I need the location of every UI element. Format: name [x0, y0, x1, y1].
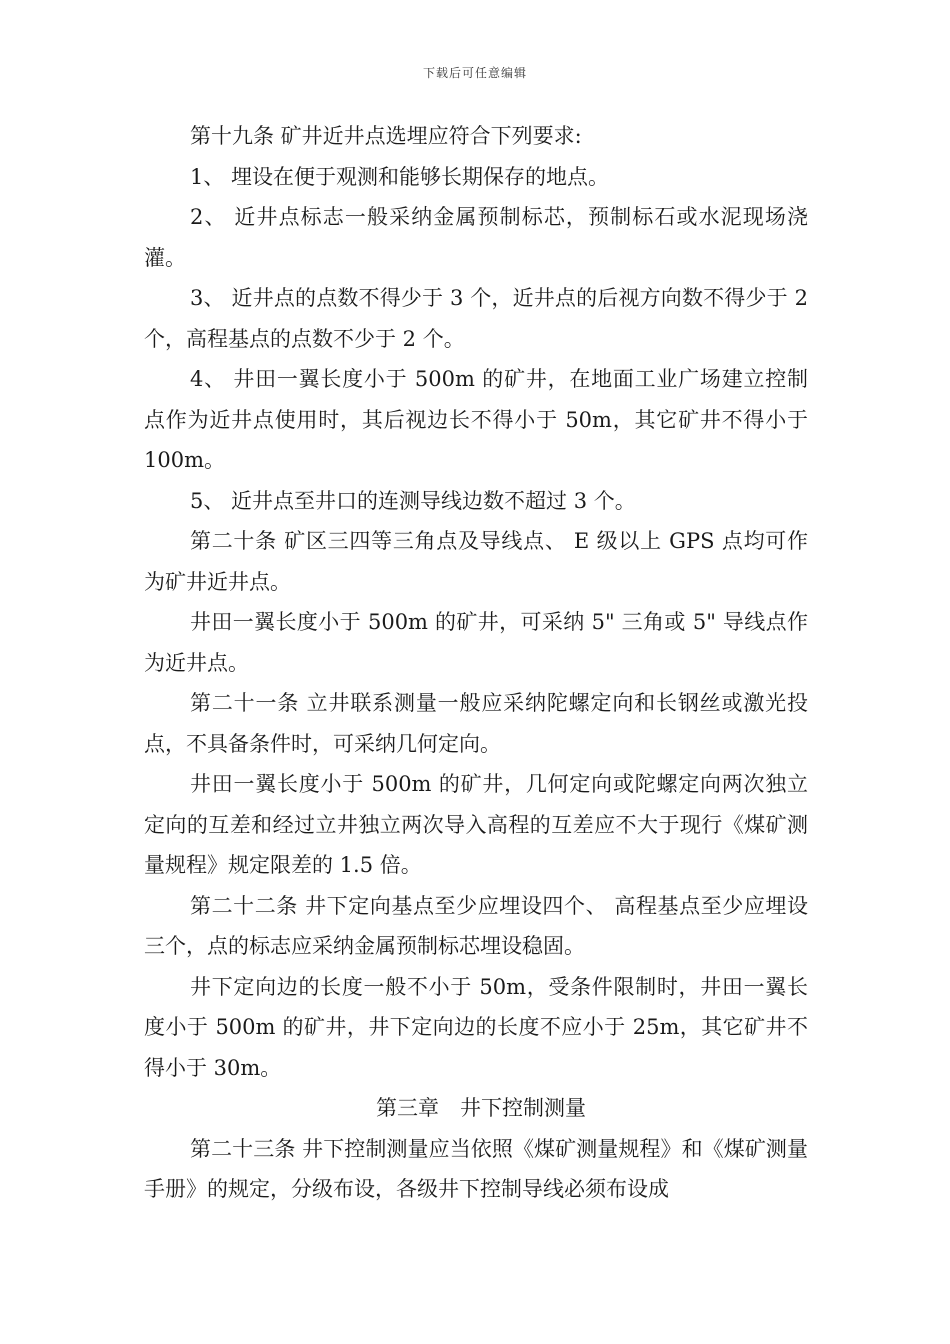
- paragraph-item-3: 3、 近井点的点数不得少于 3 个，近井点的后视方向数不得少于 2 个，高程基点的点数不少于 2 个。: [144, 286, 808, 351]
- paragraph-item-1: 1、 埋设在便于观测和能够长期保存的地点。: [190, 164, 610, 189]
- paragraph-item-4: 4、 井田一翼长度小于 500m 的矿井，在地面工业广场建立控制点作为近井点使用时，其后视边长不得小于 50m，其它矿井不得小于 100m。: [144, 367, 808, 472]
- paragraph-item-2: 2、 近井点标志一般采纳金属预制标芯，预制标石或水泥现场浇灌。: [144, 205, 808, 270]
- chapter-title: 第三章 井下控制测量: [376, 1096, 586, 1120]
- paragraph-article-23: 第二十三条 井下控制测量应当依照《煤矿测量规程》和《煤矿测量手册》的规定，分级布设，各级井下控制导线必须布设成: [144, 1136, 808, 1201]
- paragraph-item-5: 5、 近井点至井口的连测导线边数不超过 3 个。: [190, 488, 636, 513]
- paragraph-article-20: 第二十条 矿区三四等三角点及导线点、 E 级以上 GPS 点均可作为矿井近井点。: [144, 529, 808, 594]
- paragraph-article-22-note: 井下定向边的长度一般不小于 50m，受条件限制时，井田一翼长度小于 500m 的矿井，井下定向边的长度不应小于 25m，其它矿井不得小于 30m。: [144, 974, 808, 1080]
- paragraph-article-19: 第十九条 矿井近井点选埋应符合下列要求:: [190, 124, 582, 148]
- paragraph-article-22: 第二十二条 井下定向基点至少应埋设四个、 高程基点至少应埋设三个，点的标志应采纳金属预制标芯埋设稳固。: [144, 893, 808, 958]
- page-header: 下载后可任意编辑: [422, 66, 527, 80]
- document-body: [144, 116, 808, 1210]
- paragraph-article-21: 第二十一条 立井联系测量一般应采纳陀螺定向和长钢丝或激光投点，不具备条件时，可采纳几何定向。: [144, 691, 808, 756]
- paragraph-article-21-note: 井田一翼长度小于 500m 的矿井，几何定向或陀螺定向两次独立定向的互差和经过立井独立两次导入高程的互差应不大于现行《煤矿测量规程》规定限差的 1.5 倍。: [144, 772, 808, 877]
- paragraph-article-20-note: 井田一翼长度小于 500m 的矿井，可采纳 5" 三角或 5" 导线点作为近井点。: [144, 610, 808, 675]
